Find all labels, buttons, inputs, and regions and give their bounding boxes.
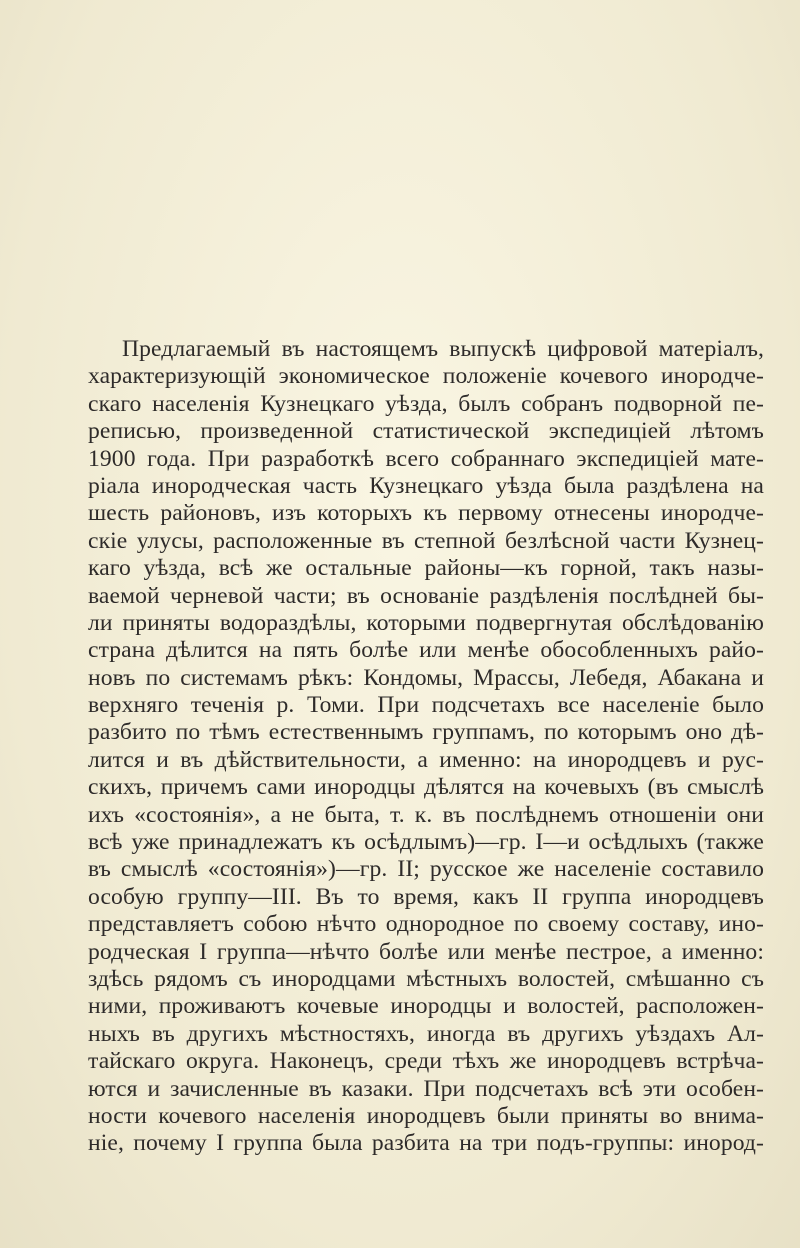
text-line: реписью, произведенной статистической экспедиціей лѣтомъ xyxy=(88,418,764,445)
text-line: шесть районовъ, изъ которыхъ къ первому отнесены инородче- xyxy=(88,500,764,527)
text-line: новъ по системамъ рѣкъ: Кондомы, Мрассы, Лебедя, Абакана и xyxy=(88,664,764,691)
text-line: ріала инородческая часть Кузнецкаго уѣзда была раздѣлена на xyxy=(88,472,764,499)
text-line: скіе улусы, расположенные въ степной безлѣсной части Кузнец- xyxy=(88,527,764,554)
text-line: ются и зачисленные въ казаки. При подсчетахъ всѣ эти особен- xyxy=(88,1075,764,1102)
text-line: тайскаго округа. Наконецъ, среди тѣхъ же инородцевъ встрѣча- xyxy=(88,1048,764,1075)
text-line: лится и въ дѣйствительности, а именно: на инородцевъ и рус- xyxy=(88,746,764,773)
text-line: ныхъ въ другихъ мѣстностяхъ, иногда въ другихъ уѣздахъ Ал- xyxy=(88,1020,764,1047)
text-line: Предлагаемый въ настоящемъ выпускѣ цифровой матеріалъ, xyxy=(122,336,764,362)
text-line: ности кочевого населенія инородцевъ были приняты во внима- xyxy=(88,1102,764,1129)
text-line: характеризующій экономическое положеніе кочевого инородче- xyxy=(88,363,764,390)
text-line: въ смыслѣ «состоянія»)—гр. II; русское же населеніе составило xyxy=(88,856,764,883)
text-line: ли приняты водораздѣлы, которыми подвергнутая обслѣдованію xyxy=(88,609,764,636)
text-line: верхняго теченія р. Томи. При подсчетахъ все населеніе было xyxy=(88,692,764,719)
text-line: особую группу—III. Въ то время, какъ II группа инородцевъ xyxy=(88,883,764,910)
text-line: ніе, почему I группа была разбита на три подъ-группы: инород- xyxy=(88,1130,764,1157)
text-line: разбито по тѣмъ естественнымъ группамъ, по которымъ оно дѣ- xyxy=(88,719,764,746)
text-line: страна дѣлится на пять болѣе или менѣе обособленныхъ райо- xyxy=(88,637,764,664)
text-line: представляетъ собою нѣчто однородное по своему составу, ино- xyxy=(88,911,764,938)
text-line: родческая I группа—нѣчто болѣе или менѣе пестрое, а именно: xyxy=(88,938,764,965)
text-line: скаго населенія Кузнецкаго уѣзда, былъ собранъ подворной пе- xyxy=(88,390,764,417)
text-line: всѣ уже принадлежатъ къ осѣдлымъ)—гр. I—и осѣдлыхъ (также xyxy=(88,829,764,856)
body-paragraph xyxy=(88,336,764,1158)
text-line: каго уѣзда, всѣ же остальные районы—къ горной, такъ назы- xyxy=(88,555,764,582)
text-line: скихъ, причемъ сами инородцы дѣлятся на кочевыхъ (въ смыслѣ xyxy=(88,774,764,801)
text-line: здѣсь рядомъ съ инородцами мѣстныхъ волостей, смѣшанно съ xyxy=(88,965,764,992)
text-line: ними, проживаютъ кочевые инородцы и волостей, расположен- xyxy=(88,993,764,1020)
text-line: ваемой черневой части; въ основаніе раздѣленія послѣдней бы- xyxy=(88,582,764,609)
text-line: ихъ «состоянія», а не быта, т. к. въ послѣднемъ отношеніи они xyxy=(88,801,764,828)
text-line: 1900 года. При разработкѣ всего собраннаго экспедиціей мате- xyxy=(88,445,764,472)
